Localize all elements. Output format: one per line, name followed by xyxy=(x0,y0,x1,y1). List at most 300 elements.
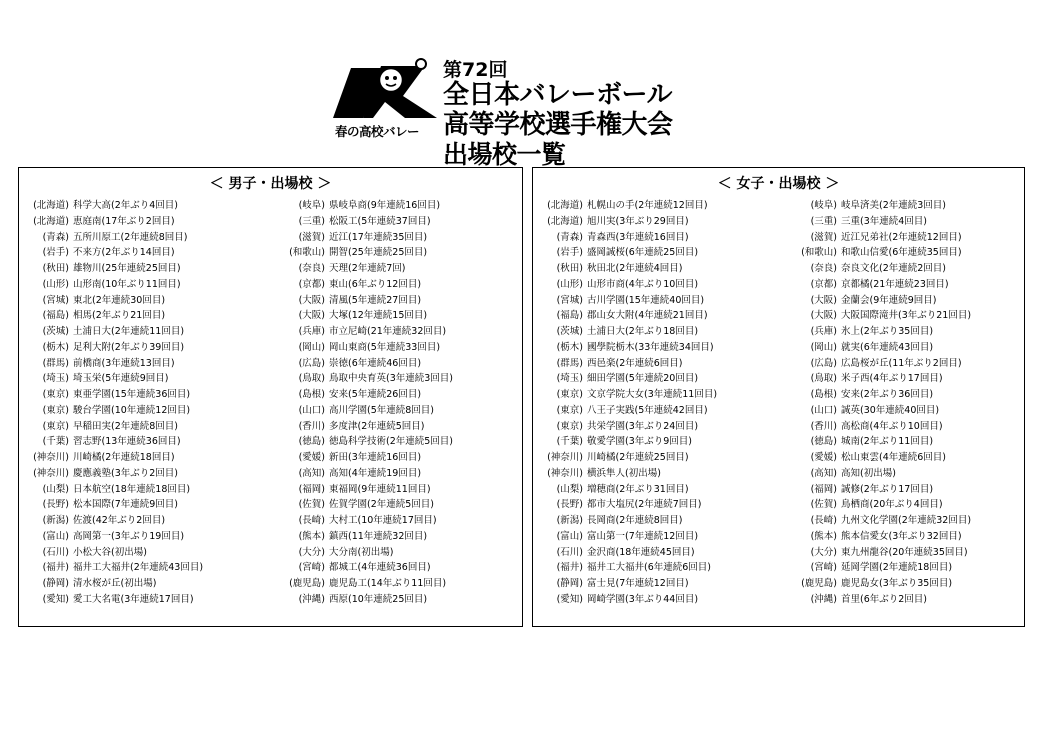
prefecture-label: (京都) xyxy=(298,278,325,290)
school-name: 長岡商(2年連続8回目) xyxy=(587,515,683,526)
school-entry xyxy=(275,371,453,387)
school-name: 雄物川(25年連続25回目) xyxy=(73,263,181,274)
school-entry xyxy=(275,466,453,482)
school-name: 駿台学園(10年連続12回目) xyxy=(73,404,191,416)
school-name: 國學院栃木(33年連続34回目) xyxy=(587,341,714,353)
girls-panel-title: ＜ 女子・出場校 ＞ xyxy=(717,176,840,192)
school-name: 金蘭会(9年連続9回目) xyxy=(841,294,937,306)
school-entry xyxy=(533,340,717,356)
school-name: 土浦日大(2年連続11回目) xyxy=(73,326,185,337)
school-name: 徳島科学技術(2年連続5回目) xyxy=(329,436,454,448)
prefecture-label: (兵庫) xyxy=(298,326,325,337)
school-entry xyxy=(787,245,971,261)
prefecture-label: (福井) xyxy=(42,562,69,574)
school-name: 三重(3年連続4回目) xyxy=(841,215,928,227)
school-name: 東福岡(9年連続11回目) xyxy=(329,483,431,495)
prefecture-label: (高知) xyxy=(810,467,837,479)
school-entry xyxy=(533,308,717,324)
school-entry xyxy=(533,482,717,498)
school-name: 大阪国際滝井(3年ぶり21回目) xyxy=(841,310,972,322)
prefecture-label: (山口) xyxy=(298,404,325,416)
school-name: 岐阜済美(2年連続3回目) xyxy=(841,200,947,211)
prefecture-label: (大阪) xyxy=(810,294,837,306)
school-entry xyxy=(275,576,453,592)
school-name: 安来(2年ぶり36回目) xyxy=(841,389,934,400)
prefecture-label: (鳥取) xyxy=(298,373,325,385)
school-entry xyxy=(533,513,717,529)
prefecture-label: (大阪) xyxy=(298,310,325,322)
school-entry xyxy=(19,371,203,387)
boys-column-left xyxy=(19,198,203,608)
school-name: 足利大附(2年ぶり39回目) xyxy=(73,341,185,353)
school-name: 東北(2年連続30回目) xyxy=(73,294,166,306)
school-name: 多度津(2年連続5回目) xyxy=(329,420,425,432)
school-entry xyxy=(275,214,453,230)
prefecture-label: (兵庫) xyxy=(810,326,837,337)
school-name: 盛岡誠桜(6年連続25回目) xyxy=(587,247,699,259)
prefecture-label: (新潟) xyxy=(556,515,583,526)
school-name: 前橋商(3年連続13回目) xyxy=(73,357,175,369)
prefecture-label: (広島) xyxy=(810,357,837,369)
school-entry xyxy=(275,529,453,545)
school-entry xyxy=(19,387,203,403)
boys-schools-panel xyxy=(18,167,523,627)
prefecture-label: (山形) xyxy=(42,278,69,290)
school-entry xyxy=(275,308,453,324)
prefecture-label: (奈良) xyxy=(810,263,837,274)
school-entry xyxy=(533,324,717,340)
school-name: 札幌山の手(2年連続12回目) xyxy=(587,200,708,211)
logo-caption: 春の高校バレー xyxy=(335,124,420,139)
school-entry xyxy=(275,545,453,561)
school-entry xyxy=(275,450,453,466)
school-entry xyxy=(19,403,203,419)
prefecture-label: (愛媛) xyxy=(298,452,325,463)
school-entry xyxy=(533,293,717,309)
school-name: 相馬(2年ぶり21回目) xyxy=(73,310,166,322)
school-entry xyxy=(533,592,717,608)
school-entry xyxy=(19,529,203,545)
prefecture-label: (香川) xyxy=(298,420,325,432)
school-entry xyxy=(19,293,203,309)
prefecture-label: (佐賀) xyxy=(298,499,325,511)
school-name: 福井工大福井(6年連続6回目) xyxy=(587,562,712,574)
prefecture-label: (神奈川) xyxy=(547,467,583,479)
school-name: 愛工大名電(3年連続17回目) xyxy=(73,593,194,605)
prefecture-label: (宮崎) xyxy=(298,562,325,574)
school-entry xyxy=(275,403,453,419)
edition-label: 第72回 xyxy=(443,59,508,81)
school-entry xyxy=(19,245,203,261)
school-entry xyxy=(533,403,717,419)
school-name: 山形市商(4年ぶり10回目) xyxy=(587,278,699,290)
prefecture-label: (長野) xyxy=(42,499,69,511)
prefecture-label: (神奈川) xyxy=(33,467,69,479)
prefecture-label: (長崎) xyxy=(810,515,837,526)
school-name: 福井工大福井(2年連続43回目) xyxy=(73,562,204,574)
school-entry xyxy=(787,419,971,435)
prefecture-label: (宮城) xyxy=(42,294,69,306)
school-name: 横浜隼人(初出場) xyxy=(587,467,661,479)
school-name: 九州文化学園(2年連続32回目) xyxy=(841,515,972,526)
school-name: 高知(初出場) xyxy=(841,467,896,479)
school-entry xyxy=(19,277,203,293)
school-entry xyxy=(533,198,717,214)
prefecture-label: (沖縄) xyxy=(810,593,837,605)
prefecture-label: (沖縄) xyxy=(298,593,325,605)
school-entry xyxy=(275,277,453,293)
school-entry xyxy=(533,230,717,246)
prefecture-label: (山梨) xyxy=(42,483,69,495)
school-name: 佐渡(42年ぶり2回目) xyxy=(73,515,166,526)
school-entry xyxy=(787,371,971,387)
school-name: 富山第一(7年連続12回目) xyxy=(587,530,699,542)
school-name: 埼玉栄(5年連続9回目) xyxy=(73,373,169,385)
school-name: 京都橘(21年連続23回目) xyxy=(841,278,949,290)
prefecture-label: (滋賀) xyxy=(810,231,837,243)
school-entry xyxy=(533,529,717,545)
prefecture-label: (大分) xyxy=(298,546,325,558)
school-entry xyxy=(275,356,453,372)
school-name: 郡山女大附(4年連続21回目) xyxy=(587,310,708,322)
prefecture-label: (愛知) xyxy=(556,593,583,605)
school-name: 岡崎学園(3年ぶり44回目) xyxy=(587,593,699,605)
prefecture-label: (千葉) xyxy=(42,436,69,448)
school-entry xyxy=(275,560,453,576)
school-name: 松本国際(7年連続9回目) xyxy=(73,499,179,511)
school-entry xyxy=(275,245,453,261)
school-entry xyxy=(275,419,453,435)
prefecture-label: (奈良) xyxy=(298,263,325,274)
school-name: 恵庭南(17年ぶり2回目) xyxy=(73,215,175,227)
school-entry xyxy=(275,497,453,513)
school-entry xyxy=(19,214,203,230)
school-name: 高知(4年連続19回目) xyxy=(329,467,422,479)
school-entry xyxy=(19,419,203,435)
school-name: 誠修(2年ぶり17回目) xyxy=(841,483,934,495)
prefecture-label: (北海道) xyxy=(33,215,69,227)
school-entry xyxy=(19,466,203,482)
prefecture-label: (東京) xyxy=(556,420,583,432)
school-name: 氷上(2年ぶり35回目) xyxy=(841,326,934,337)
prefecture-label: (福岡) xyxy=(810,483,837,495)
prefecture-label: (大阪) xyxy=(810,310,837,322)
school-entry xyxy=(787,576,971,592)
school-entry xyxy=(19,198,203,214)
prefecture-label: (富山) xyxy=(556,530,583,542)
prefecture-label: (茨城) xyxy=(42,326,69,337)
school-entry xyxy=(275,434,453,450)
school-name: 川崎橘(2年連続18回目) xyxy=(73,452,175,463)
prefecture-label: (栃木) xyxy=(42,341,69,353)
school-name: 高川学園(5年連続8回目) xyxy=(329,404,435,416)
school-name: 科学大高(2年ぶり4回目) xyxy=(73,200,179,211)
prefecture-label: (徳島) xyxy=(298,436,325,448)
school-entry xyxy=(787,592,971,608)
school-entry xyxy=(787,293,971,309)
school-name: 米子西(4年ぶり17回目) xyxy=(841,373,943,385)
school-entry xyxy=(533,419,717,435)
school-entry xyxy=(275,387,453,403)
prefecture-label: (大分) xyxy=(810,546,837,558)
school-name: 金沢商(18年連続45回目) xyxy=(587,546,695,558)
school-name: 文京学院大女(3年連続11回目) xyxy=(587,389,718,400)
school-name: 広島桜が丘(11年ぶり2回目) xyxy=(841,357,962,369)
prefecture-label: (島根) xyxy=(810,389,837,400)
school-entry xyxy=(533,371,717,387)
school-name: 小松大谷(初出場) xyxy=(73,546,147,558)
school-entry xyxy=(19,560,203,576)
prefecture-label: (長野) xyxy=(556,499,583,511)
school-name: 鳥栖商(20年ぶり4回目) xyxy=(841,499,943,511)
prefecture-label: (東京) xyxy=(42,389,69,400)
school-name: 誠英(30年連続40回目) xyxy=(841,404,940,416)
school-name: 和歌山信愛(6年連続35回目) xyxy=(841,247,962,259)
school-name: 東山(6年ぶり12回目) xyxy=(329,278,422,290)
school-entry xyxy=(533,245,717,261)
school-entry xyxy=(533,277,717,293)
school-name: 高岡第一(3年ぶり19回目) xyxy=(73,530,185,542)
school-entry xyxy=(787,560,971,576)
prefecture-label: (徳島) xyxy=(810,436,837,448)
school-entry xyxy=(787,497,971,513)
school-name: 五所川原工(2年連続8回目) xyxy=(73,231,188,243)
school-name: 松山東雲(4年連続6回目) xyxy=(841,452,947,463)
school-name: 大分南(初出場) xyxy=(329,546,394,558)
school-name: 習志野(13年連続36回目) xyxy=(73,436,181,448)
school-name: 岡山東商(5年連続33回目) xyxy=(329,341,441,353)
prefecture-label: (滋賀) xyxy=(298,231,325,243)
school-name: 山形南(10年ぶり11回目) xyxy=(73,278,181,290)
prefecture-label: (静岡) xyxy=(42,578,69,589)
school-name: 東亜学園(15年連続36回目) xyxy=(73,389,191,400)
school-name: 鹿児島女(3年ぶり35回目) xyxy=(841,578,953,589)
school-entry xyxy=(533,450,717,466)
school-name: 都市大塩尻(2年連続7回目) xyxy=(587,499,702,511)
school-entry xyxy=(787,356,971,372)
school-name: 富士見(7年連続12回目) xyxy=(587,578,689,589)
school-name: 鎮西(11年連続32回目) xyxy=(329,530,428,542)
school-name: 川崎橘(2年連続25回目) xyxy=(587,452,689,463)
school-name: 県岐阜商(9年連続16回目) xyxy=(329,200,441,211)
school-name: 東九州龍谷(20年連続35回目) xyxy=(841,546,968,558)
school-entry xyxy=(787,513,971,529)
prefecture-label: (北海道) xyxy=(547,200,583,211)
school-name: 西原(10年連続25回目) xyxy=(329,593,428,605)
school-name: 日本航空(18年連続18回目) xyxy=(73,483,191,495)
prefecture-label: (岩手) xyxy=(556,247,583,259)
prefecture-label: (大阪) xyxy=(298,294,325,306)
prefecture-label: (青森) xyxy=(556,231,583,243)
document-title xyxy=(443,60,673,169)
school-entry xyxy=(19,230,203,246)
prefecture-label: (岡山) xyxy=(810,341,837,353)
school-entry xyxy=(275,261,453,277)
school-name: 清風(5年連続27回目) xyxy=(329,294,422,306)
school-name: 細田学園(5年連続20回目) xyxy=(587,373,699,385)
prefecture-label: (茨城) xyxy=(556,326,583,337)
prefecture-label: (鳥取) xyxy=(810,373,837,385)
prefecture-label: (東京) xyxy=(556,389,583,400)
school-entry xyxy=(533,560,717,576)
title-line-1: 全日本バレーボール xyxy=(443,80,672,110)
school-entry xyxy=(275,482,453,498)
school-entry xyxy=(787,340,971,356)
school-entry xyxy=(787,450,971,466)
prefecture-label: (宮崎) xyxy=(810,562,837,574)
prefecture-label: (東京) xyxy=(556,404,583,416)
school-name: 新田(3年連続16回目) xyxy=(329,452,422,463)
school-name: 清水桜が丘(初出場) xyxy=(73,578,157,589)
school-entry xyxy=(787,482,971,498)
prefecture-label: (高知) xyxy=(298,467,325,479)
school-entry xyxy=(19,356,203,372)
prefecture-label: (和歌山) xyxy=(289,247,325,259)
school-name: 早稲田実(2年連続8回目) xyxy=(73,420,179,432)
prefecture-label: (新潟) xyxy=(42,515,69,526)
school-entry xyxy=(787,198,971,214)
boys-column-right xyxy=(275,198,453,608)
school-name: 熊本信愛女(3年ぶり32回目) xyxy=(841,530,962,542)
school-entry xyxy=(533,576,717,592)
prefecture-label: (福島) xyxy=(42,310,69,322)
school-name: 開智(25年連続25回目) xyxy=(329,247,428,259)
prefecture-label: (愛知) xyxy=(42,593,69,605)
school-name: 奈良文化(2年連続2回目) xyxy=(841,263,947,274)
prefecture-label: (群馬) xyxy=(556,357,583,369)
prefecture-label: (熊本) xyxy=(298,530,325,542)
school-name: 八王子実践(5年連続42回目) xyxy=(587,404,708,416)
prefecture-label: (山梨) xyxy=(556,483,583,495)
school-name: 土浦日大(2年ぶり18回目) xyxy=(587,326,699,337)
prefecture-label: (北海道) xyxy=(33,200,69,211)
school-entry xyxy=(275,293,453,309)
girls-schools-panel xyxy=(532,167,1025,627)
school-entry xyxy=(275,230,453,246)
school-entry xyxy=(787,545,971,561)
school-name: 延岡学園(2年連続18回目) xyxy=(841,562,953,574)
prefecture-label: (石川) xyxy=(556,546,583,558)
prefecture-label: (栃木) xyxy=(556,341,583,353)
prefecture-label: (秋田) xyxy=(42,263,69,274)
school-entry xyxy=(275,324,453,340)
prefecture-label: (宮城) xyxy=(556,294,583,306)
school-name: 佐賀学園(2年連続5回目) xyxy=(329,499,435,511)
school-entry xyxy=(787,529,971,545)
girls-column-right xyxy=(787,198,971,608)
school-name: 近江兄弟社(2年連続12回目) xyxy=(841,231,962,243)
prefecture-label: (山口) xyxy=(810,404,837,416)
school-entry xyxy=(19,308,203,324)
school-name: 不来方(2年ぶり14回目) xyxy=(73,247,175,259)
school-entry xyxy=(19,324,203,340)
prefecture-label: (島根) xyxy=(298,389,325,400)
school-entry xyxy=(787,434,971,450)
school-entry xyxy=(787,230,971,246)
school-entry xyxy=(19,592,203,608)
prefecture-label: (北海道) xyxy=(547,215,583,227)
school-name: 天理(2年連続7回) xyxy=(329,263,406,274)
school-entry xyxy=(19,482,203,498)
school-name: 慶應義塾(3年ぶり2回目) xyxy=(73,467,179,479)
prefecture-label: (東京) xyxy=(42,420,69,432)
school-name: 大村工(10年連続17回目) xyxy=(329,515,437,526)
prefecture-label: (福岡) xyxy=(298,483,325,495)
school-entry xyxy=(533,434,717,450)
school-entry xyxy=(19,450,203,466)
school-name: 西邑楽(2年連続6回目) xyxy=(587,357,683,369)
school-entry xyxy=(19,545,203,561)
prefecture-label: (三重) xyxy=(810,215,837,227)
school-name: 青森西(3年連続16回目) xyxy=(587,231,689,243)
school-name: 秋田北(2年連続4回目) xyxy=(587,263,683,274)
school-entry xyxy=(533,466,717,482)
prefecture-label: (石川) xyxy=(42,546,69,558)
girls-column-left xyxy=(533,198,717,608)
volleyball-mascot-logo-icon xyxy=(333,58,443,120)
school-name: 高松商(4年ぶり10回目) xyxy=(841,420,943,432)
prefecture-label: (京都) xyxy=(810,278,837,290)
school-entry xyxy=(533,497,717,513)
prefecture-label: (山形) xyxy=(556,278,583,290)
prefecture-label: (福井) xyxy=(556,562,583,574)
school-entry xyxy=(787,214,971,230)
prefecture-label: (東京) xyxy=(42,404,69,416)
school-entry xyxy=(533,214,717,230)
school-name: 増穂商(2年ぶり31回目) xyxy=(587,483,689,495)
school-entry xyxy=(275,592,453,608)
prefecture-label: (鹿児島) xyxy=(289,578,325,589)
boys-panel-title: ＜ 男子・出場校 ＞ xyxy=(209,176,332,192)
school-name: 共栄学園(3年ぶり24回目) xyxy=(587,420,699,432)
tournament-logo xyxy=(333,58,443,150)
prefecture-label: (熊本) xyxy=(810,530,837,542)
prefecture-label: (三重) xyxy=(298,215,325,227)
school-name: 城南(2年ぶり11回目) xyxy=(841,436,934,448)
prefecture-label: (神奈川) xyxy=(33,452,69,463)
prefecture-label: (長崎) xyxy=(298,515,325,526)
prefecture-label: (富山) xyxy=(42,530,69,542)
prefecture-label: (青森) xyxy=(42,231,69,243)
school-name: 近江(17年連続35回目) xyxy=(329,231,428,243)
school-name: 市立尼崎(21年連続32回目) xyxy=(329,326,447,337)
prefecture-label: (埼玉) xyxy=(556,373,583,385)
school-name: 首里(6年ぶり2回目) xyxy=(841,593,928,605)
title-line-2: 高等学校選手権大会 xyxy=(443,110,673,140)
school-entry xyxy=(19,434,203,450)
school-entry xyxy=(533,387,717,403)
prefecture-label: (福島) xyxy=(556,310,583,322)
school-entry xyxy=(19,340,203,356)
school-name: 旭川実(3年ぶり29回目) xyxy=(587,215,689,227)
school-entry xyxy=(787,403,971,419)
school-name: 大塚(12年連続15回目) xyxy=(329,310,428,322)
school-entry xyxy=(19,497,203,513)
prefecture-label: (千葉) xyxy=(556,436,583,448)
title-line-3: 出場校一覧 xyxy=(443,140,566,169)
school-name: 敬愛学園(3年ぶり9回目) xyxy=(587,436,693,448)
school-entry xyxy=(533,545,717,561)
school-name: 安来(5年連続26回目) xyxy=(329,389,422,400)
prefecture-label: (岩手) xyxy=(42,247,69,259)
school-entry xyxy=(533,261,717,277)
prefecture-label: (鹿児島) xyxy=(801,578,837,589)
school-entry xyxy=(787,261,971,277)
school-entry xyxy=(275,198,453,214)
school-name: 古川学園(15年連続40回目) xyxy=(587,294,705,306)
school-entry xyxy=(275,513,453,529)
prefecture-label: (岐阜) xyxy=(810,200,837,211)
